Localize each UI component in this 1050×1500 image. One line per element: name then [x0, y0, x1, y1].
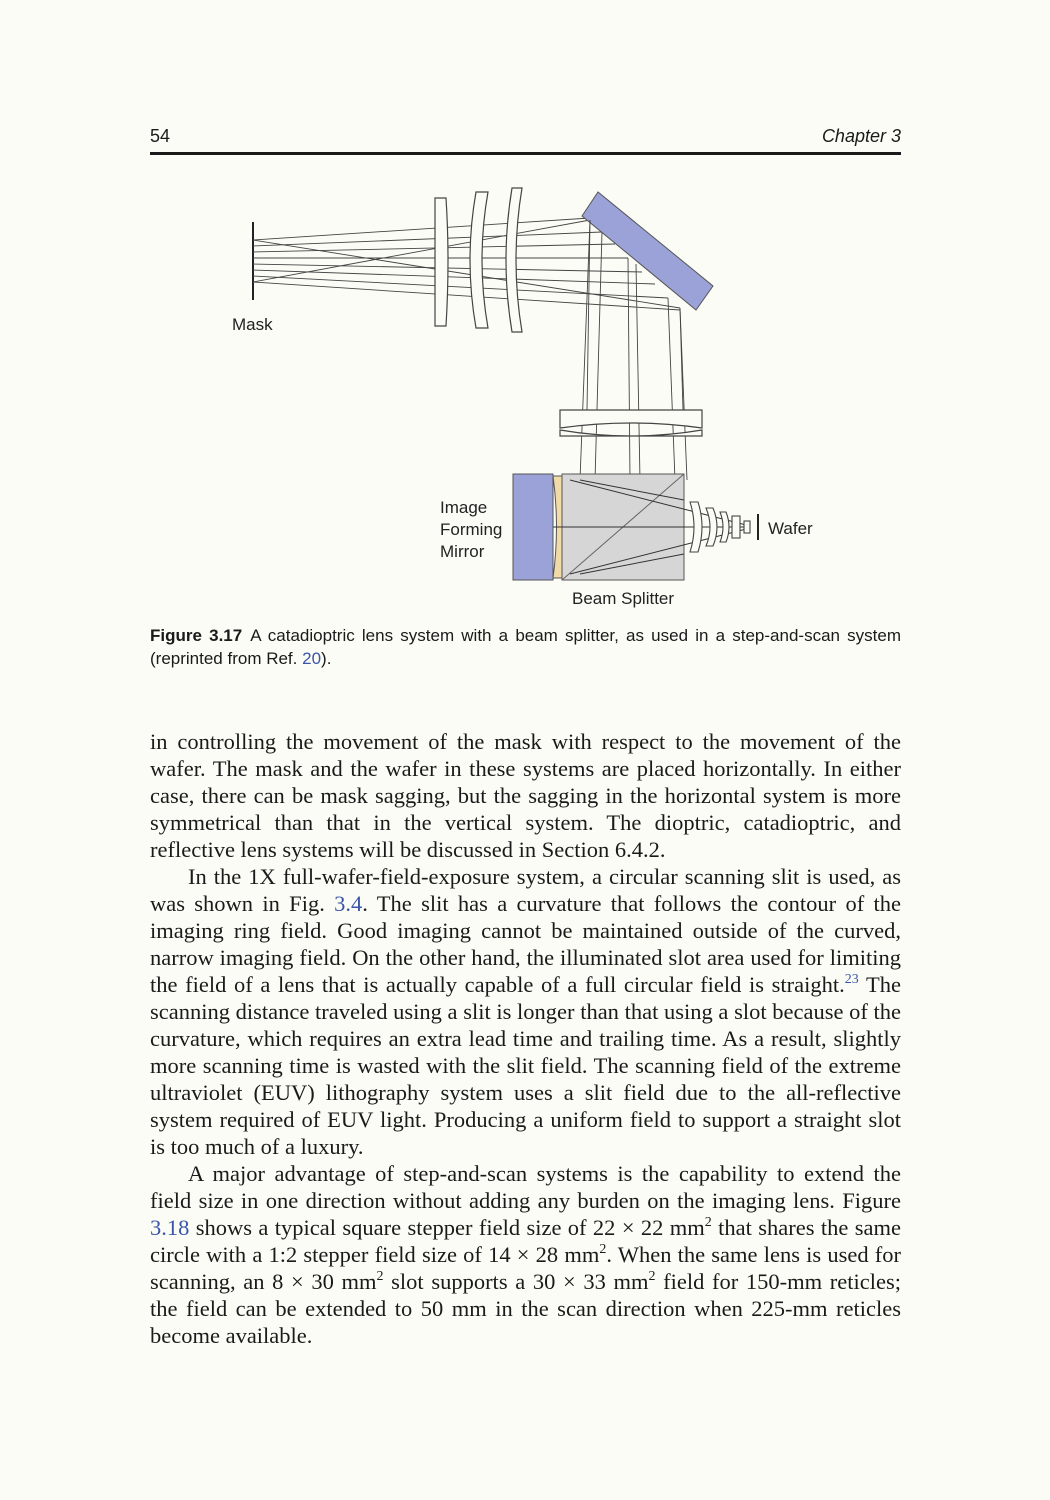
- p2-text-c: The scanning distance traveled using a slit is longer than that using a slot because of the curvature, which requires an extra lead time and trailing time. As a result, slightly more scanning time is wasted with the slit field. The scanning field of the extreme ultraviolet (EUV) lithography system uses a slit field due to the all-reflective system required of EUV light. Producing a uniform field to support a straight slot is too much of a luxury.: [150, 972, 901, 1159]
- p3-sup-1: 2: [704, 1215, 712, 1230]
- lens-vertical: [560, 410, 702, 436]
- p2-text-b: . The slit has a curvature that follows the contour of the imaging ring field. Good imaging cannot be maintained outside of the curved, narrow imaging field. On the other hand, the illuminated slot area used for limiting the field of a lens that is actually capable of a full circular field is straight.: [150, 891, 902, 997]
- label-mirror-3: Mirror: [440, 542, 485, 561]
- p3-text-c: that shares the same circle with a 1:2 stepper field size of 14 × 28 mm: [150, 1215, 901, 1267]
- label-mask: Mask: [232, 315, 273, 334]
- lens-diagram: [150, 180, 901, 620]
- p2-text-a: In the 1X full-wafer-field-exposure system, a circular scanning slit is used, as was shown in Fig.: [150, 864, 901, 916]
- caption-end: ).: [321, 649, 332, 668]
- label-wafer: Wafer: [768, 519, 813, 538]
- fig-ref-3-4[interactable]: 3.4: [334, 891, 363, 916]
- p3-text-d: . When the same lens is used for scanning, an 8 × 30 mm: [150, 1242, 901, 1294]
- image-forming-mirror: [513, 474, 553, 580]
- label-mirror-2: Forming: [440, 520, 503, 539]
- body-text: [150, 728, 901, 1349]
- figure-catadioptric-lens: [150, 180, 901, 620]
- label-beam-splitter: Beam Splitter: [572, 589, 675, 608]
- p3-text-e: slot supports a 30 × 33 mm: [383, 1269, 649, 1294]
- chapter-title: Chapter 3: [821, 126, 901, 146]
- label-mirror-1: Image: [440, 498, 488, 517]
- p3-text-f: field for 150-mm reticles; the field can be extended to 50 mm in the scan direction when 225-mm reticles become available.: [150, 1269, 901, 1348]
- paragraph-2: [150, 863, 901, 1160]
- caption-text: A catadioptric lens system with a beam splitter, as used in a step-and-scan system (reprinted from Ref.: [150, 626, 901, 668]
- caption-ref-link[interactable]: 20: [302, 649, 322, 668]
- page-number: 54: [150, 126, 171, 146]
- p3-text-b: shows a typical square stepper field size of 22 × 22 mm: [189, 1215, 705, 1240]
- lens-group-horizontal: [435, 188, 522, 332]
- paragraph-1: in controlling the movement of the mask with respect to the movement of the wafer. The mask and the wafer in these systems are placed horizontally. In either case, there can be mask sagging, but the sagging in the horizontal system is more symmetrical than that in the vertical system. The dioptric, catadioptric, and reflective lens systems will be discussed in Section 6.4.2.: [150, 729, 901, 862]
- fig-ref-3-18[interactable]: 3.18: [150, 1215, 190, 1240]
- p3-sup-4: 2: [648, 1269, 656, 1284]
- ref-superscript-23[interactable]: 23: [844, 972, 859, 987]
- p3-sup-3: 2: [376, 1269, 384, 1284]
- page-header: [150, 126, 901, 155]
- figure-caption: [150, 624, 901, 670]
- caption-label: Figure 3.17: [150, 626, 243, 645]
- p3-sup-2: 2: [599, 1242, 607, 1257]
- p3-text-a: A major advantage of step-and-scan systems is the capability to extend the field size in one direction without adding any burden on the imaging lens. Figure: [150, 1161, 901, 1213]
- paragraph-3: [150, 1160, 901, 1349]
